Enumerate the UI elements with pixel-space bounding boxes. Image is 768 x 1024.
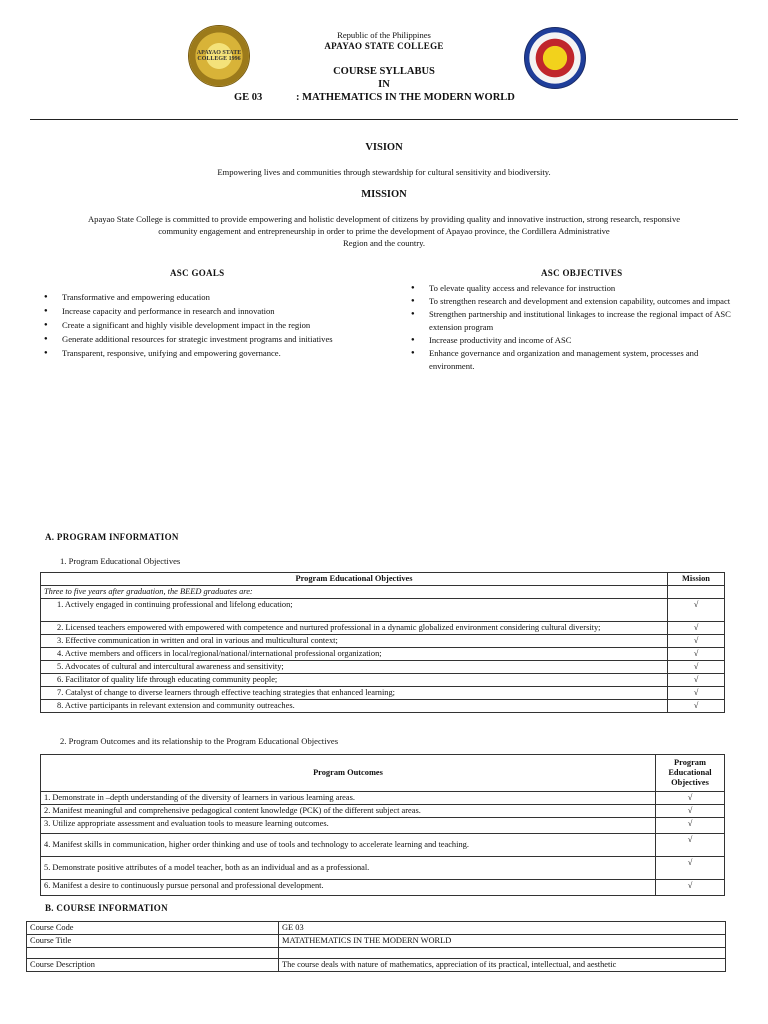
check-mark: √ (656, 834, 725, 857)
program-info-heading: A. PROGRAM INFORMATION (45, 532, 179, 542)
check-mark: √ (656, 857, 725, 880)
check-mark: √ (656, 818, 725, 834)
check-mark: √ (656, 792, 725, 805)
peo-col-header: Program Educational Objectives (41, 573, 668, 586)
course-code-value: GE 03 (279, 922, 726, 935)
partner-seal-logo (524, 27, 586, 89)
check-mark: √ (668, 635, 725, 648)
header-course-title: : MATHEMATICS IN THE MODERN WORLD (296, 92, 515, 103)
course-info-heading: B. COURSE INFORMATION (45, 903, 168, 913)
mission-text (0, 213, 768, 249)
check-mark: √ (668, 674, 725, 687)
po-col-header: Program Outcomes (41, 755, 656, 792)
vision-text: Empowering lives and communities through stewardship for cultural sensitivity and biodiversity. (217, 167, 551, 177)
table-row: 4. Active members and officers in local/regional/national/international professional organization; (41, 648, 668, 661)
peo-relation-col-header: Program Educational Objectives (656, 755, 725, 792)
peo-subheading: 1. Program Educational Objectives (60, 556, 181, 566)
objectives-heading: ASC OBJECTIVES (541, 268, 623, 278)
check-mark: √ (668, 599, 725, 622)
syllabus-in: IN (378, 79, 390, 90)
objective-item: ● Enhance governance and organization and management system, processes and environment. (411, 347, 741, 373)
table-row: 5. Advocates of cultural and intercultural awareness and sensitivity; (41, 661, 668, 674)
goals-list (44, 290, 384, 360)
po-subheading: 2. Program Outcomes and its relationship to the Program Educational Objectives (60, 736, 339, 746)
mission-line: Region and the country. (342, 238, 426, 248)
goal-item: ● Transparent, responsive, unifying and empowering governance. (44, 346, 384, 360)
objective-item: ● Increase productivity and income of ASC (411, 334, 741, 347)
course-code-label: Course Code (27, 922, 279, 935)
table-row: 2. Licensed teachers empowered with empowered with competence and nurtured professional in a dynamic globalized environment considering cultural diversity; (41, 622, 668, 635)
check-mark: √ (668, 661, 725, 674)
table-row: 1. Demonstrate in –depth understanding of the diversity of learners in various learning areas. (41, 792, 656, 805)
check-mark: √ (656, 805, 725, 818)
table-row: 6. Facilitator of quality life through educating community people; (41, 674, 668, 687)
republic-text: Republic of the Philippines (337, 30, 431, 40)
goal-item: ● Create a significant and highly visible development impact in the region (44, 318, 384, 332)
check-mark: √ (668, 648, 725, 661)
objectives-list (411, 282, 741, 373)
blank-label (27, 948, 279, 959)
po-table (40, 754, 725, 896)
table-row: 8. Active participants in relevant extension and community outreaches. (41, 700, 668, 713)
college-name: APAYAO STATE COLLEGE (324, 41, 444, 51)
table-row: 2. Manifest meaningful and comprehensive pedagogical content knowledge (PCK) of the different subject areas. (41, 805, 656, 818)
objective-item: ● To elevate quality access and relevance for instruction (411, 282, 741, 295)
course-title-value: MATATHEMATICS IN THE MODERN WORLD (279, 935, 726, 948)
table-row: 5. Demonstrate positive attributes of a model teacher, both as an individual and as a professional. (41, 857, 656, 880)
goal-item: ● Transformative and empowering education (44, 290, 384, 304)
mission-heading: MISSION (361, 189, 407, 200)
mission-line: Apayao State College is committed to provide empowering and holistic development of citizens by providing quality and innovative instruction, strong research, responsive (87, 214, 681, 224)
mission-line: community engagement and entrepreneurship in order to prime the development of Apayao province, the Cordillera Administrative (158, 226, 610, 236)
peo-table (40, 572, 725, 713)
objective-item: ● Strengthen partnership and institutional linkages to increase the regional impact of ASC extension program (411, 308, 741, 334)
header-divider (30, 119, 738, 120)
course-title-label: Course Title (27, 935, 279, 948)
table-row: 3. Effective communication in written and oral in various and multicultural context; (41, 635, 668, 648)
check-mark: √ (668, 622, 725, 635)
check-mark: √ (668, 700, 725, 713)
peo-intro: Three to five years after graduation, the BEED graduates are: (41, 586, 668, 599)
check-mark: √ (656, 880, 725, 896)
course-description-value: The course deals with nature of mathematics, appreciation of its practical, intellectual, and aesthetic (279, 959, 726, 972)
goals-heading: ASC GOALS (170, 268, 225, 278)
syllabus-title: COURSE SYLLABUS (333, 66, 435, 77)
seal-text: APAYAO STATE COLLEGE 1996 (196, 50, 242, 62)
header-course-code: GE 03 (234, 92, 263, 103)
course-info-table (26, 921, 726, 972)
college-seal-logo (188, 25, 250, 87)
course-description-label: Course Description (27, 959, 279, 972)
peo-intro-mark (668, 586, 725, 599)
goal-item: ● Increase capacity and performance in research and innovation (44, 304, 384, 318)
mission-col-header: Mission (668, 573, 725, 586)
vision-heading: VISION (365, 142, 403, 153)
table-row: 4. Manifest skills in communication, higher order thinking and use of tools and technology to accelerate learning and teaching. (41, 834, 656, 857)
check-mark: √ (668, 687, 725, 700)
table-row: 7. Catalyst of change to diverse learners through effective teaching strategies that enhanced learning; (41, 687, 668, 700)
objective-item: ● To strengthen research and development and extension capability, outcomes and impact (411, 295, 741, 308)
blank-value (279, 948, 726, 959)
goal-item: ● Generate additional resources for strategic investment programs and initiatives (44, 332, 384, 346)
table-row: 3. Utilize appropriate assessment and evaluation tools to measure learning outcomes. (41, 818, 656, 834)
table-row: 6. Manifest a desire to continuously pursue personal and professional development. (41, 880, 656, 896)
table-row: 1. Actively engaged in continuing professional and lifelong education; (41, 599, 668, 622)
